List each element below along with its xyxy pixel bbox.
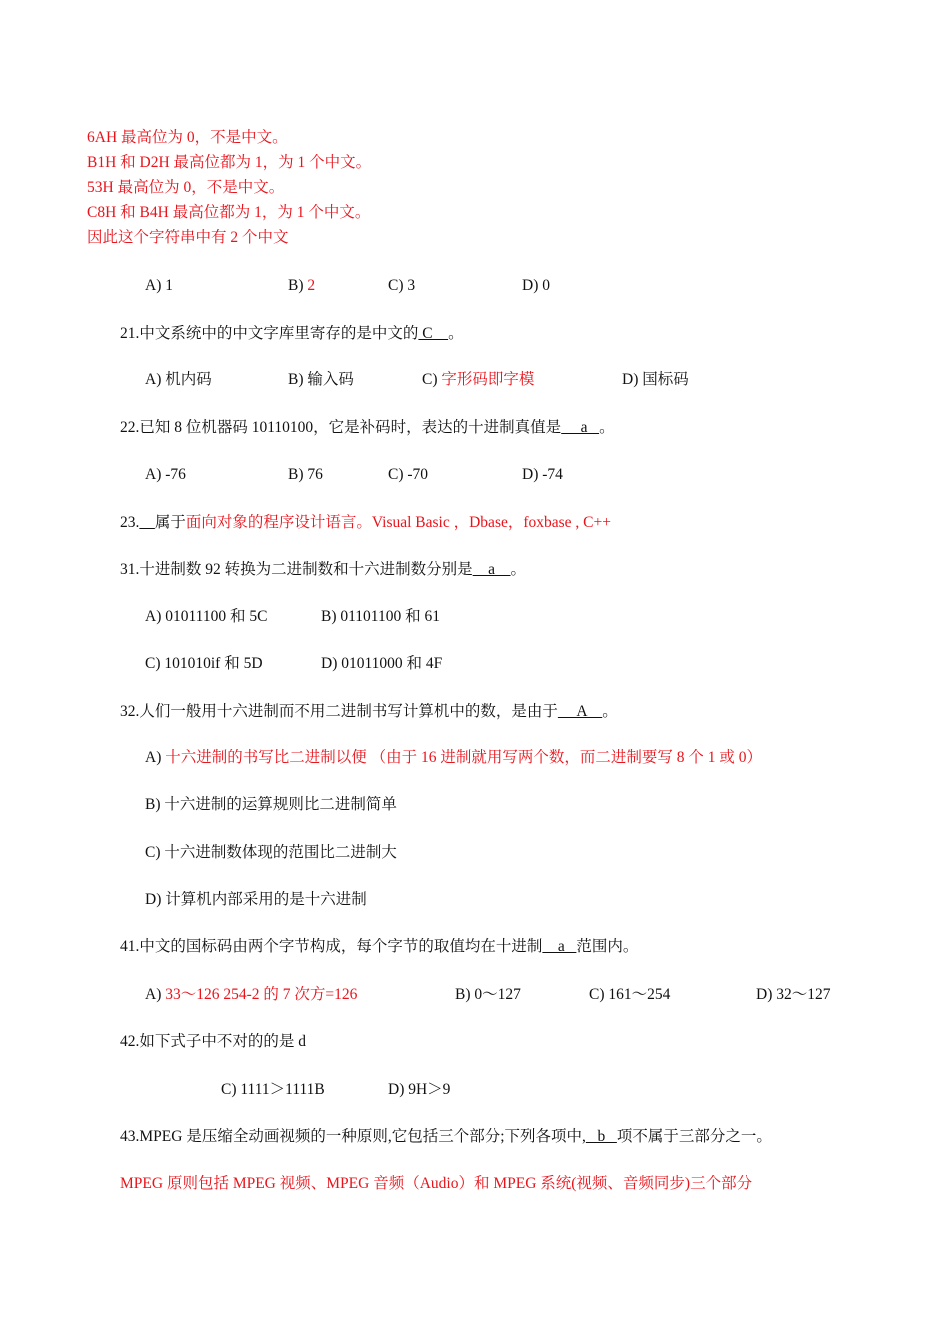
q21-option-d: D) 国标码 <box>622 371 689 388</box>
intro-line-4: C8H 和 B4H 最高位都为 1，为 1 个中文。 <box>87 204 371 221</box>
intro-line-2: B1H 和 D2H 最高位都为 1，为 1 个中文。 <box>87 154 372 171</box>
q23-answer: 面向对象的程序设计语言。Visual Basic ，Dbase，foxbase , C++ <box>185 514 611 531</box>
q41-option-b: B) 0～127 <box>455 986 521 1003</box>
q32-option-a: A) 十六进制的书写比二进制以便 （由于 16 进制就用写两个数，而二进制要写 8 个 1 或 0） <box>145 749 762 766</box>
q41-option-d: D) 32～127 <box>756 986 831 1003</box>
q23-question: 23. 属于面向对象的程序设计语言。Visual Basic ，Dbase，foxbase , C++ <box>120 514 611 531</box>
q22-option-b: B) 76 <box>288 466 323 483</box>
q43-answer-blank: b <box>585 1128 617 1145</box>
q22-answer-blank: a <box>561 419 600 436</box>
q42-question: 42.如下式子中不对的的是 d <box>120 1033 307 1050</box>
q21-question: 21.中文系统中的中文字库里寄存的是中文的 C 。 <box>120 325 464 342</box>
q20-option-b: B) 2 <box>288 277 316 294</box>
q31-option-b: B) 01101100 和 61 <box>321 608 440 625</box>
intro-line-3: 53H 最高位为 0，不是中文。 <box>87 179 285 196</box>
q32-option-d: D) 计算机内部采用的是十六进制 <box>145 891 367 908</box>
q32-question: 32.人们一般用十六进制而不用二进制书写计算机中的数，是由于 A 。 <box>120 703 618 720</box>
q31-option-c: C) 101010if 和 5D <box>145 655 263 672</box>
q42-option-d: D) 9H＞9 <box>388 1081 451 1098</box>
intro-line-1: 6AH 最高位为 0，不是中文。 <box>87 129 288 146</box>
q43-question: 43.MPEG 是压缩全动画视频的一种原则,它包括三个部分;下列各项中, b 项不属于三部分之一。 <box>120 1128 772 1145</box>
q22-option-d: D) -74 <box>522 466 563 483</box>
q31-question: 31.十进制数 92 转换为二进制数和十六进制数分别是 a 。 <box>120 561 527 578</box>
intro-line-5: 因此这个字符串中有 2 个中文 <box>87 229 289 246</box>
q42-option-c: C) 1111＞1111B <box>221 1081 325 1098</box>
q32-answer-blank: A <box>557 703 603 720</box>
q41-answer-blank: a <box>542 938 577 955</box>
q32-answer: 十六进制的书写比二进制以便 （由于 16 进制就用写两个数，而二进制要写 8 个 1 或 0） <box>165 749 762 766</box>
q41-question: 41.中文的国标码由两个字节构成，每个字节的取值均在十进制 a 范围内。 <box>120 938 639 955</box>
q21-option-b: B) 输入码 <box>288 371 354 388</box>
q31-option-a: A) 01011100 和 5C <box>145 608 268 625</box>
q21-option-a: A) 机内码 <box>145 371 212 388</box>
q41-answer: 33～126 254-2 的 7 次方=126 <box>165 986 358 1003</box>
q20-option-a: A) 1 <box>145 277 173 294</box>
q32-option-b: B) 十六进制的运算规则比二进制简单 <box>145 796 397 813</box>
q22-option-a: A) -76 <box>145 466 186 483</box>
q20-answer: 2 <box>307 277 316 294</box>
q22-option-c: C) -70 <box>388 466 429 483</box>
q31-option-d: D) 01011000 和 4F <box>321 655 443 672</box>
q41-option-c: C) 161～254 <box>589 986 671 1003</box>
q21-answer-blank: C <box>418 325 449 342</box>
q41-option-a: A) 33～126 254-2 的 7 次方=126 <box>145 986 358 1003</box>
q31-answer-blank: a <box>472 561 511 578</box>
q21-option-c: C) 字形码即字模 <box>422 371 535 388</box>
q20-option-d: D) 0 <box>522 277 550 294</box>
q20-option-c: C) 3 <box>388 277 416 294</box>
q43-answer: MPEG 原则包括 MPEG 视频、MPEG 音频（Audio）和 MPEG 系统(视频、音频同步)三个部分 <box>120 1175 753 1192</box>
q21-answer: 字形码即字模 <box>441 371 535 388</box>
q22-question: 22.已知 8 位机器码 10110100，它是补码时，表达的十进制真值是 a 。 <box>120 419 615 436</box>
q32-option-c: C) 十六进制数体现的范围比二进制大 <box>145 844 397 861</box>
q23-answer-blank <box>139 513 155 533</box>
